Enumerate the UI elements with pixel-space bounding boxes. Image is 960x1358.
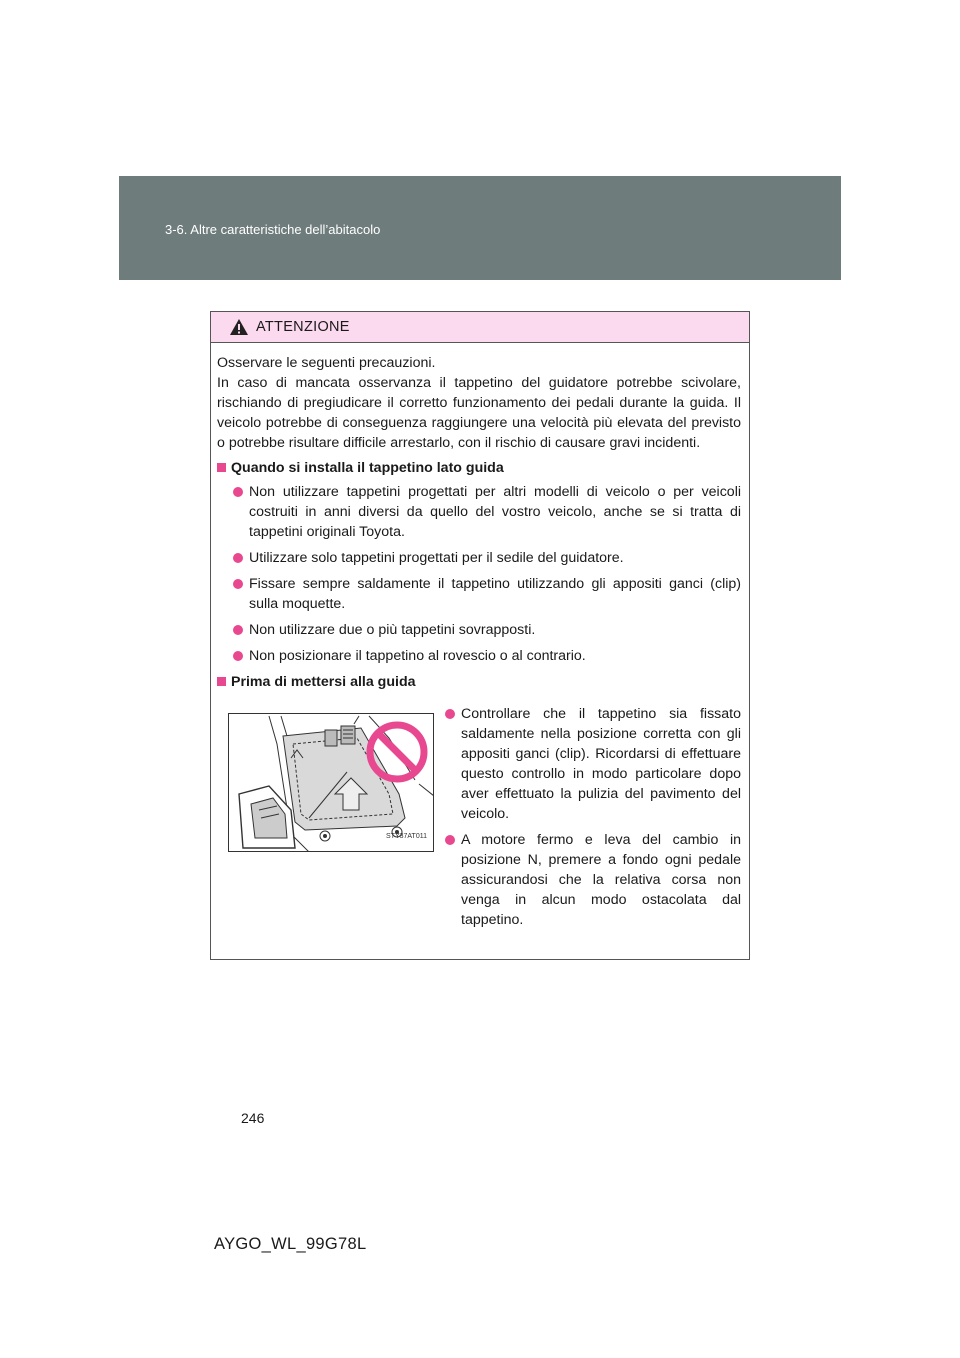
list-item: Non utilizzare due o più tappetini sovrapposti. — [217, 620, 741, 640]
list-item: Controllare che il tappetino sia fissato saldamente nella posizione corretta con gli appositi ganci (clip). Ricordarsi di effettuare questo controllo in modo particolare dopo aver effettuato la pulizia del pavimento del veicolo. — [443, 704, 741, 824]
page-number: 246 — [241, 1110, 265, 1126]
prohibition-icon — [370, 725, 424, 779]
bullet-dot-icon — [445, 709, 455, 719]
warning-box — [210, 311, 750, 960]
warning-intro — [217, 353, 741, 453]
warning-title: ATTENZIONE — [256, 319, 350, 335]
bullet-dot-icon — [233, 553, 243, 563]
square-bullet-icon — [217, 677, 226, 686]
floor-mat-illustration — [228, 713, 434, 852]
footer-code: AYGO_WL_99G78L — [214, 1235, 367, 1253]
figure-code: STY37AT011 — [386, 833, 427, 840]
intro-paragraph: In caso di mancata osservanza il tappetino del guidatore potrebbe scivolare, rischiando di pregiudicare il corretto funzionamento dei pedali durante la guida. Il veicolo potrebbe di conseguenza raggiungere una velocità più elevata del previsto o potrebbe risultare difficile arrestarlo, con il rischio di causare gravi incidenti. — [217, 375, 741, 451]
before-driving-body — [217, 702, 741, 942]
warning-header — [211, 312, 749, 343]
warning-content — [217, 353, 741, 942]
before-driving-text — [443, 704, 741, 936]
bullet-dot-icon — [233, 625, 243, 635]
bullet-dot-icon — [445, 835, 455, 845]
bullet-dot-icon — [233, 651, 243, 661]
list-item: Utilizzare solo tappetini progettati per il sedile del guidatore. — [217, 548, 741, 568]
section-title-before-driving: Prima di mettersi alla guida — [217, 672, 741, 692]
bullet-dot-icon — [233, 579, 243, 589]
section-title-install: Quando si installa il tappetino lato guida — [217, 458, 741, 478]
section-heading: 3-6. Altre caratteristiche dell’abitacolo — [165, 222, 381, 237]
square-bullet-icon — [217, 463, 226, 472]
list-item: Fissare sempre saldamente il tappetino utilizzando gli appositi ganci (clip) sulla moquette. — [217, 574, 741, 614]
header-band — [119, 176, 841, 280]
list-item: Non utilizzare tappetini progettati per altri modelli di veicolo o per veicoli costruiti in anni diversi da quello del vostro veicolo, anche se si tratta di tappetini originali Toyota. — [217, 482, 741, 542]
install-bullet-list — [217, 482, 741, 666]
list-item: Non posizionare il tappetino al rovescio o al contrario. — [217, 646, 741, 666]
intro-line: Osservare le seguenti precauzioni. — [217, 355, 436, 371]
list-item: A motore fermo e leva del cambio in posizione N, premere a fondo ogni pedale assicurandosi che la relativa corsa non venga in alcun modo ostacolata dal tappetino. — [443, 830, 741, 930]
warning-icon — [229, 318, 249, 336]
before-driving-bullet-list — [443, 704, 741, 930]
bullet-dot-icon — [233, 487, 243, 497]
